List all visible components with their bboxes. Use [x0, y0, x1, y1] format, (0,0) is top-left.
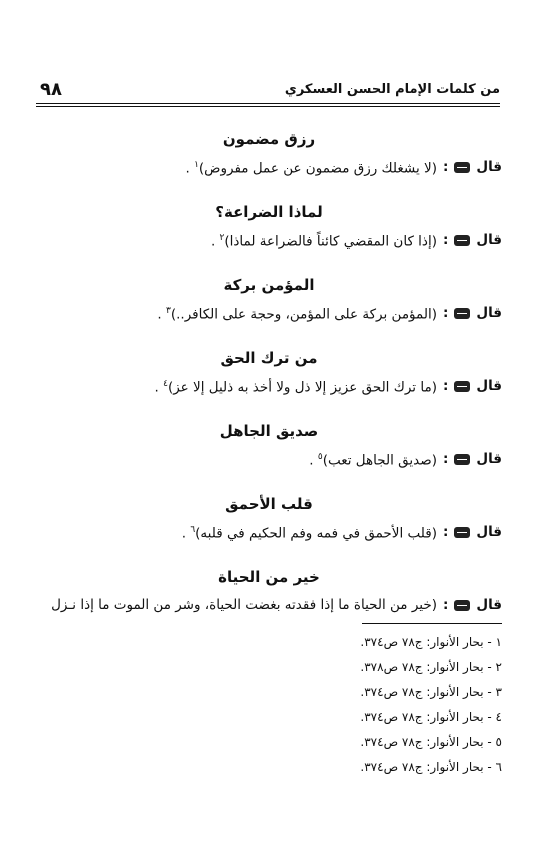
footnote: ٣ - بحار الأنوار: ج٧٨ ص٣٧٤.: [360, 685, 502, 699]
section-heading: لماذا الضراعة؟: [215, 203, 323, 221]
footnote-mark: ٥: [317, 452, 323, 463]
honorific-ligature-icon: [454, 527, 470, 538]
page-header: [36, 77, 500, 101]
footnote-mark: ٣: [166, 306, 171, 317]
honorific-ligature-icon: [454, 381, 470, 392]
qal-label: قال: [476, 305, 502, 321]
honorific-ligature-icon: [454, 454, 470, 465]
qal-label: قال: [476, 451, 502, 467]
footnote-mark: ٢: [219, 233, 225, 244]
colon: :: [442, 159, 449, 175]
saying-line: [36, 444, 502, 474]
saying-section: [36, 199, 502, 255]
footnote: ٦ - بحار الأنوار: ج٧٨ ص٣٧٤.: [360, 760, 502, 774]
saying-line: [36, 298, 502, 328]
qal-label: قال: [476, 524, 502, 540]
section-heading: قلب الأحمق: [225, 495, 313, 513]
qal-label: قال: [476, 597, 502, 613]
header-rule-thin: [36, 106, 500, 107]
honorific-ligature-icon: [454, 235, 470, 246]
saying-section: [36, 126, 502, 182]
qal-label: قال: [476, 232, 502, 248]
qal-label: قال: [476, 378, 502, 394]
footnote: ١ - بحار الأنوار: ج٧٨ ص٣٧٤.: [360, 635, 502, 649]
saying-text: (خير من الحياة ما إذا فقدته بغضت الحياة، وشر من الموت ما إذا نـزل: [51, 597, 437, 613]
section-heading: رزق مضمون: [222, 130, 316, 148]
honorific-ligature-icon: [454, 600, 470, 611]
section-heading: من ترك الحق: [220, 349, 318, 367]
page-content: [36, 126, 502, 637]
running-title: من كلمات الإمام الحسن العسكري: [284, 81, 500, 97]
colon: :: [442, 451, 449, 467]
section-heading: صديق الجاهل: [219, 422, 319, 440]
saying-line: [36, 517, 502, 547]
colon: :: [442, 524, 449, 540]
saying-text: (ما ترك الحق عزيز إلا ذل ولا أخذ به ذليل إلا عز)$^٤$ .: [154, 379, 437, 396]
saying-text: (صديق الجاهل تعب)$^٥$ .: [309, 452, 437, 469]
saying-section: [36, 491, 502, 547]
footnote-rule: [362, 623, 502, 624]
saying-text: (إذا كان المقضي كائناً فالضراعة لماذا)$^٢$ .: [210, 233, 437, 250]
footnote: ٥ - بحار الأنوار: ج٧٨ ص٣٧٤.: [360, 735, 502, 749]
footnote: ٢ - بحار الأنوار: ج٧٨ ص٣٧٨.: [360, 660, 502, 674]
saying-line: [36, 225, 502, 255]
footnotes: [202, 630, 502, 780]
saying-section: [36, 418, 502, 474]
colon: :: [442, 597, 449, 613]
page-number: ٩٨: [40, 78, 62, 100]
saying-line: [36, 152, 502, 182]
saying-text: (قلب الأحمق في فمه وفم الحكيم في قلبه)$^٦$ .: [181, 525, 437, 542]
footnote: ٤ - بحار الأنوار: ج٧٨ ص٣٧٤.: [360, 710, 502, 724]
saying-text: (المؤمن بركة على المؤمن، وحجة على الكافر..)$^٣$ .: [157, 306, 437, 323]
section-heading: المؤمن بركة: [223, 276, 315, 294]
header-rule: [36, 103, 500, 104]
saying-line: [36, 590, 502, 620]
section-heading: خير من الحياة: [218, 568, 320, 586]
saying-section: [36, 272, 502, 328]
footnote-mark: ١: [194, 160, 199, 171]
saying-section: [36, 345, 502, 401]
colon: :: [442, 378, 449, 394]
qal-label: قال: [476, 159, 502, 175]
honorific-ligature-icon: [454, 162, 470, 173]
saying-section: [36, 564, 502, 620]
colon: :: [442, 305, 449, 321]
saying-line: [36, 371, 502, 401]
saying-text: (لا يشغلك رزق مضمون عن عمل مفروض)$^١$ .: [185, 160, 437, 177]
footnote-mark: ٦: [190, 525, 196, 536]
footnote-mark: ٤: [163, 379, 168, 390]
colon: :: [442, 232, 449, 248]
honorific-ligature-icon: [454, 308, 470, 319]
